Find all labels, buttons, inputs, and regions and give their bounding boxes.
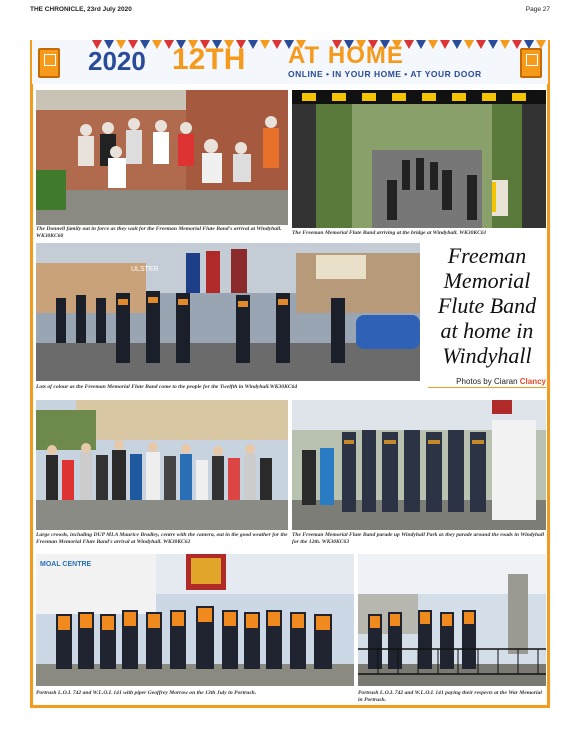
banner-year: 2020 — [88, 46, 146, 76]
building-sign-text: MOAL CENTRE — [40, 561, 92, 568]
banner-sign-text: ULSTER — [131, 266, 159, 273]
photo-portrush-group — [36, 554, 354, 686]
running-header — [30, 6, 550, 16]
photo-windyhall-parade — [292, 400, 546, 530]
caption-photo-7: Portrush L.O.L 742 and W.L.O.L 141 paying their respects at the War Memorial in Portrush. — [358, 690, 542, 703]
publication-date: THE CHRONICLE, 23rd July 2020 — [30, 6, 132, 13]
door-icon-right — [518, 44, 544, 80]
caption-photo-4: Large crowds, including DUP MLA Maurice Bradley, centre with the camera, out in the good weather for the Freeman Memorial Flute Band's arrival at Windyhall. WK30KC62 — [36, 532, 288, 545]
byline-prefix: Photos by Ciaran — [456, 377, 518, 386]
caption-photo-6: Portrush L.O.L 742 and W.L.O.L 141 with piper Geoffrey Morrow on the 13th July in Portrush. — [36, 690, 257, 696]
banner-title-number: 12TH — [172, 43, 246, 76]
door-icon — [36, 44, 62, 80]
banner-title-word: AT HOME — [288, 42, 404, 69]
feature-banner — [32, 40, 548, 84]
banner-subtitle: ONLINE • IN YOUR HOME • AT YOUR DOOR — [288, 69, 482, 79]
photo-war-memorial — [358, 554, 546, 686]
caption-photo-1: The Donnell family out in force as they wait for the Freeman Memorial Flute Band's arrival at Windyhall. WK30KC60 — [36, 226, 282, 239]
photo-large-crowds — [36, 400, 288, 530]
photo-byline — [428, 377, 546, 386]
photo-band-colour — [36, 243, 420, 381]
page-number: Page 27 — [525, 6, 550, 13]
photo-bridge-arrival — [292, 90, 546, 228]
caption-photo-3: Lots of colour as the Freeman Memorial Flute Band come to the people for the Twelfth in Windyhall.WK30KC64 — [36, 384, 298, 390]
article-headline: Freeman Memorial Flute Band at home in Windyhall — [437, 243, 537, 368]
caption-photo-5: The Freeman Memorial Flute Band parade up Windyhall Park as they parade around the roads in Windyhall for the 12th. WK30KC63 — [292, 532, 545, 545]
byline-name: Clancy — [519, 377, 546, 386]
photo-donnell-family — [36, 90, 288, 225]
byline-divider — [428, 387, 546, 388]
caption-photo-2: The Freeman Memorial Flute Band arriving at the bridge at Windyhall. WK30KC61 — [292, 230, 487, 236]
